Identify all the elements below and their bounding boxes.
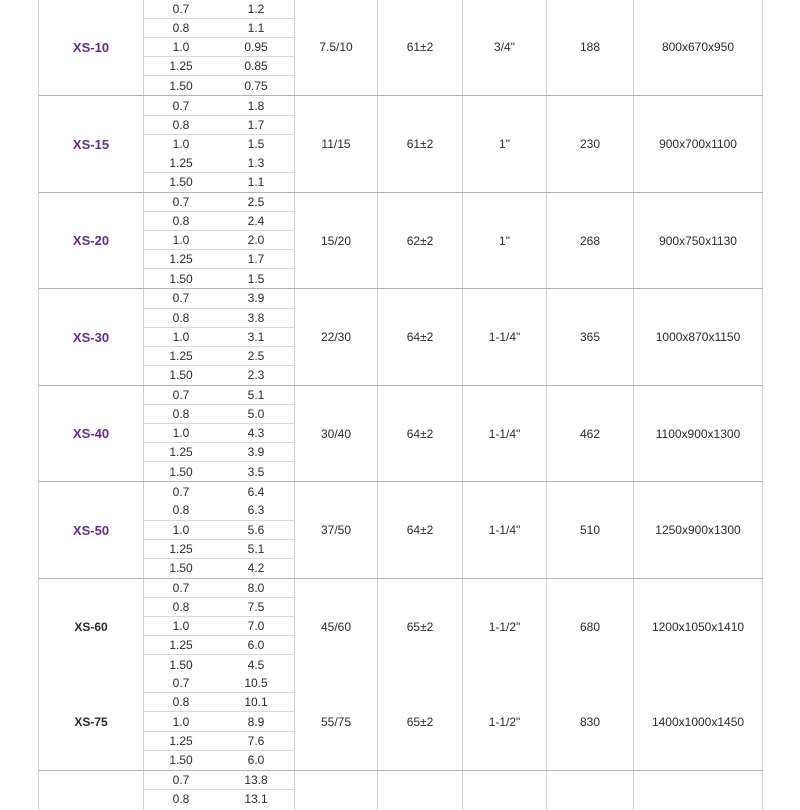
power-value: 11/15: [294, 96, 377, 191]
pressure-value: 1.0: [172, 619, 190, 634]
dimensions-value: 1400x1000x1450: [651, 715, 745, 730]
model-name: XS-30: [38, 289, 143, 384]
pipe-column: [462, 579, 546, 770]
spec-subrow: [144, 173, 294, 192]
model-column: [38, 579, 143, 770]
dimensions-value: 1000x870x1150: [633, 289, 763, 384]
row-group-partial: [38, 770, 763, 810]
capacity-value: 10.1: [244, 695, 268, 710]
capacity-value: 1.3: [247, 155, 265, 170]
model-name: XS-75: [74, 715, 108, 730]
spec-subrow: [144, 289, 294, 308]
dimensions-value: 900x700x1100: [633, 96, 763, 191]
pressure-value: 1.0: [172, 233, 190, 248]
capacity-value: 2.0: [247, 233, 265, 248]
capacity-value: 13.8: [244, 772, 268, 787]
pressure-capacity-subtable: [143, 482, 294, 577]
pressure-value: 1.0: [172, 40, 190, 55]
spec-subrow: [144, 655, 294, 674]
pressure-value: 1.50: [169, 657, 193, 672]
capacity-value: 1.1: [247, 175, 265, 190]
noise-value: 62±2: [377, 193, 462, 288]
noise-value: 64±2: [377, 289, 462, 384]
pipe-size-value: 1-1/4": [462, 289, 546, 384]
spec-subrow: [144, 598, 294, 617]
capacity-value: 5.1: [247, 387, 265, 402]
noise-column: [377, 579, 462, 770]
capacity-value: 2.5: [247, 348, 265, 363]
pipe-size-value: 3/4": [462, 0, 546, 95]
pipe-size-value: 1-1/4": [462, 386, 546, 481]
spec-subrow: [144, 521, 294, 540]
capacity-value: 6.0: [247, 753, 265, 768]
row-group-xs-50: [38, 481, 763, 577]
capacity-value: 8.0: [247, 580, 265, 595]
row-group-xs-60-xs-75: [38, 578, 763, 770]
weight-value: 462: [546, 386, 633, 481]
power-value: 55/75: [320, 715, 352, 730]
power-value: 45/60: [320, 619, 352, 634]
capacity-value: 5.6: [247, 522, 265, 537]
spec-subrow: [144, 38, 294, 57]
pressure-value: 1.50: [169, 753, 193, 768]
pressure-value: 1.0: [172, 137, 190, 152]
capacity-value: 3.8: [247, 310, 265, 325]
spec-subrow: [144, 674, 294, 693]
pressure-capacity-subtable: [143, 193, 294, 288]
spec-subrow: [144, 193, 294, 212]
pressure-value: 1.25: [169, 733, 193, 748]
noise-value: 61±2: [377, 0, 462, 95]
pressure-value: 0.7: [172, 194, 190, 209]
power-value: 22/30: [294, 289, 377, 384]
weight-value: 830: [579, 715, 601, 730]
capacity-value: 6.3: [247, 503, 265, 518]
model-name: XS-50: [38, 482, 143, 577]
pressure-value: 0.7: [172, 580, 190, 595]
model-name: XS-40: [38, 386, 143, 481]
pressure-value: 1.25: [169, 638, 193, 653]
pressure-value: 0.8: [172, 503, 190, 518]
weight-value: 510: [546, 482, 633, 577]
spec-subrow: [144, 366, 294, 385]
capacity-value: 4.5: [247, 657, 265, 672]
pressure-value: 0.8: [172, 407, 190, 422]
pipe-size-value: 1-1/2": [488, 619, 521, 634]
pressure-value: 1.25: [169, 59, 193, 74]
capacity-value: 6.0: [247, 638, 265, 653]
capacity-value: 0.95: [244, 40, 268, 55]
row-group-xs-30: [38, 288, 763, 384]
pressure-value: 0.8: [172, 117, 190, 132]
weight-value: 268: [546, 193, 633, 288]
spec-subrow: [144, 386, 294, 405]
spec-subrow: [144, 424, 294, 443]
spec-subrow: [144, 617, 294, 636]
capacity-value: 8.9: [247, 714, 265, 729]
dimensions-column: [633, 579, 763, 770]
capacity-value: 1.7: [247, 117, 265, 132]
capacity-value: 1.1: [247, 21, 265, 36]
spec-subrow: [144, 732, 294, 751]
model-name: XS-20: [38, 193, 143, 288]
capacity-value: 0.85: [244, 59, 268, 74]
row-group-xs-10: [38, 0, 763, 95]
pressure-value: 0.8: [172, 792, 190, 807]
dimensions-value: 1100x900x1300: [633, 386, 763, 481]
weight-value: [546, 771, 633, 810]
capacity-value: 4.3: [247, 426, 265, 441]
noise-value: [377, 771, 462, 810]
noise-value: 64±2: [377, 386, 462, 481]
spec-subrow: [144, 712, 294, 731]
capacity-value: 0.75: [244, 78, 268, 93]
capacity-value: 7.6: [247, 733, 265, 748]
capacity-value: 4.2: [247, 561, 265, 576]
pressure-value: 1.50: [169, 561, 193, 576]
model-name: [38, 771, 143, 810]
spec-subrow: [144, 462, 294, 481]
pipe-size-value: [462, 771, 546, 810]
spec-subrow: [144, 116, 294, 135]
capacity-value: 1.5: [247, 137, 265, 152]
pressure-value: 1.25: [169, 445, 193, 460]
power-value: 37/50: [294, 482, 377, 577]
pressure-value: 1.50: [169, 464, 193, 479]
row-group-xs-15: [38, 95, 763, 191]
pressure-capacity-subtable: [143, 289, 294, 384]
capacity-value: 1.7: [247, 252, 265, 267]
pressure-value: 1.25: [169, 252, 193, 267]
pressure-capacity-subtable: [143, 0, 294, 95]
spec-subrow: [144, 231, 294, 250]
pressure-value: 1.50: [169, 175, 193, 190]
pressure-value: 1.25: [169, 155, 193, 170]
pressure-value: 0.8: [172, 214, 190, 229]
weight-value: 365: [546, 289, 633, 384]
pressure-value: 0.7: [172, 676, 190, 691]
capacity-value: 7.5: [247, 599, 265, 614]
spec-subrow: [144, 212, 294, 231]
pressure-value: 1.50: [169, 271, 193, 286]
pressure-value: 0.7: [172, 98, 190, 113]
pressure-value: 0.8: [172, 310, 190, 325]
row-group-xs-40: [38, 385, 763, 481]
spec-subrow: [144, 771, 294, 790]
capacity-value: 3.5: [247, 464, 265, 479]
capacity-value: 7.0: [247, 619, 265, 634]
capacity-value: 3.9: [247, 445, 265, 460]
pressure-capacity-subtable: [143, 96, 294, 191]
weight-column: [546, 579, 633, 770]
spec-subrow: [144, 19, 294, 38]
noise-value: 64±2: [377, 482, 462, 577]
pressure-value: 1.50: [169, 368, 193, 383]
spec-subrow: [144, 790, 294, 809]
capacity-value: 1.2: [247, 2, 265, 17]
spec-subrow: [144, 443, 294, 462]
spec-subrow: [144, 250, 294, 269]
pressure-value: 1.0: [172, 714, 190, 729]
pressure-value: 0.7: [172, 772, 190, 787]
power-value: 30/40: [294, 386, 377, 481]
spec-subrow: [144, 751, 294, 770]
spec-subrow: [144, 269, 294, 288]
dimensions-value: 1250x900x1300: [633, 482, 763, 577]
pressure-value: 1.25: [169, 348, 193, 363]
power-column: [294, 579, 377, 770]
pressure-value: 1.50: [169, 78, 193, 93]
capacity-value: 2.3: [247, 368, 265, 383]
power-value: 15/20: [294, 193, 377, 288]
pressure-value: 0.8: [172, 695, 190, 710]
row-group-xs-20: [38, 192, 763, 288]
noise-value: 65±2: [406, 715, 434, 730]
spec-subrow: [144, 76, 294, 95]
spec-subrow: [144, 405, 294, 424]
spec-subrow: [144, 0, 294, 19]
pressure-value: 1.25: [169, 541, 193, 556]
pressure-value: 0.7: [172, 484, 190, 499]
pressure-value: 0.8: [172, 21, 190, 36]
spec-table: [38, 0, 763, 810]
pressure-capacity-subtable: [143, 386, 294, 481]
spec-subrow: [144, 154, 294, 173]
capacity-value: 2.5: [247, 194, 265, 209]
dimensions-value: 800x670x950: [633, 0, 763, 95]
capacity-value: 3.1: [247, 329, 265, 344]
power-value: 7.5/10: [294, 0, 377, 95]
spec-subrow: [144, 559, 294, 578]
spec-subrow: [144, 693, 294, 712]
power-value: [294, 771, 377, 810]
pressure-value: 0.7: [172, 291, 190, 306]
weight-value: 188: [546, 0, 633, 95]
model-name: XS-15: [38, 96, 143, 191]
spec-subrow: [144, 347, 294, 366]
spec-subrow: [144, 482, 294, 501]
pipe-size-value: 1-1/4": [462, 482, 546, 577]
capacity-value: 13.1: [244, 792, 268, 807]
spec-subrow: [144, 636, 294, 655]
capacity-value: 5.1: [247, 541, 265, 556]
spec-subrow: [144, 579, 294, 598]
pipe-size-value: 1": [462, 193, 546, 288]
pressure-value: 0.7: [172, 387, 190, 402]
pressure-value: 1.0: [172, 522, 190, 537]
capacity-value: 3.9: [247, 291, 265, 306]
spec-subrow: [144, 135, 294, 154]
spec-subrow: [144, 309, 294, 328]
capacity-value: 5.0: [247, 407, 265, 422]
weight-value: 230: [546, 96, 633, 191]
spec-subrow: [144, 540, 294, 559]
noise-value: 65±2: [406, 619, 434, 634]
pressure-capacity-subtable: [143, 579, 294, 770]
dimensions-value: 900x750x1130: [633, 193, 763, 288]
capacity-value: 1.8: [247, 98, 265, 113]
noise-value: 61±2: [377, 96, 462, 191]
spec-subrow: [144, 96, 294, 115]
spec-subrow: [144, 501, 294, 520]
weight-value: 680: [579, 619, 601, 634]
capacity-value: 6.4: [247, 484, 265, 499]
pressure-value: 1.0: [172, 329, 190, 344]
pressure-value: 0.7: [172, 2, 190, 17]
model-name: XS-10: [38, 0, 143, 95]
pressure-value: 0.8: [172, 599, 190, 614]
model-name: XS-60: [74, 619, 108, 634]
pressure-value: 1.0: [172, 426, 190, 441]
capacity-value: 2.4: [247, 214, 265, 229]
dimensions-value: [633, 771, 763, 810]
pipe-size-value: 1-1/2": [488, 715, 521, 730]
capacity-value: 10.5: [244, 676, 268, 691]
pressure-capacity-subtable: [143, 771, 294, 810]
pipe-size-value: 1": [462, 96, 546, 191]
spec-subrow: [144, 328, 294, 347]
dimensions-value: 1200x1050x1410: [651, 619, 745, 634]
capacity-value: 1.5: [247, 271, 265, 286]
spec-subrow: [144, 57, 294, 76]
